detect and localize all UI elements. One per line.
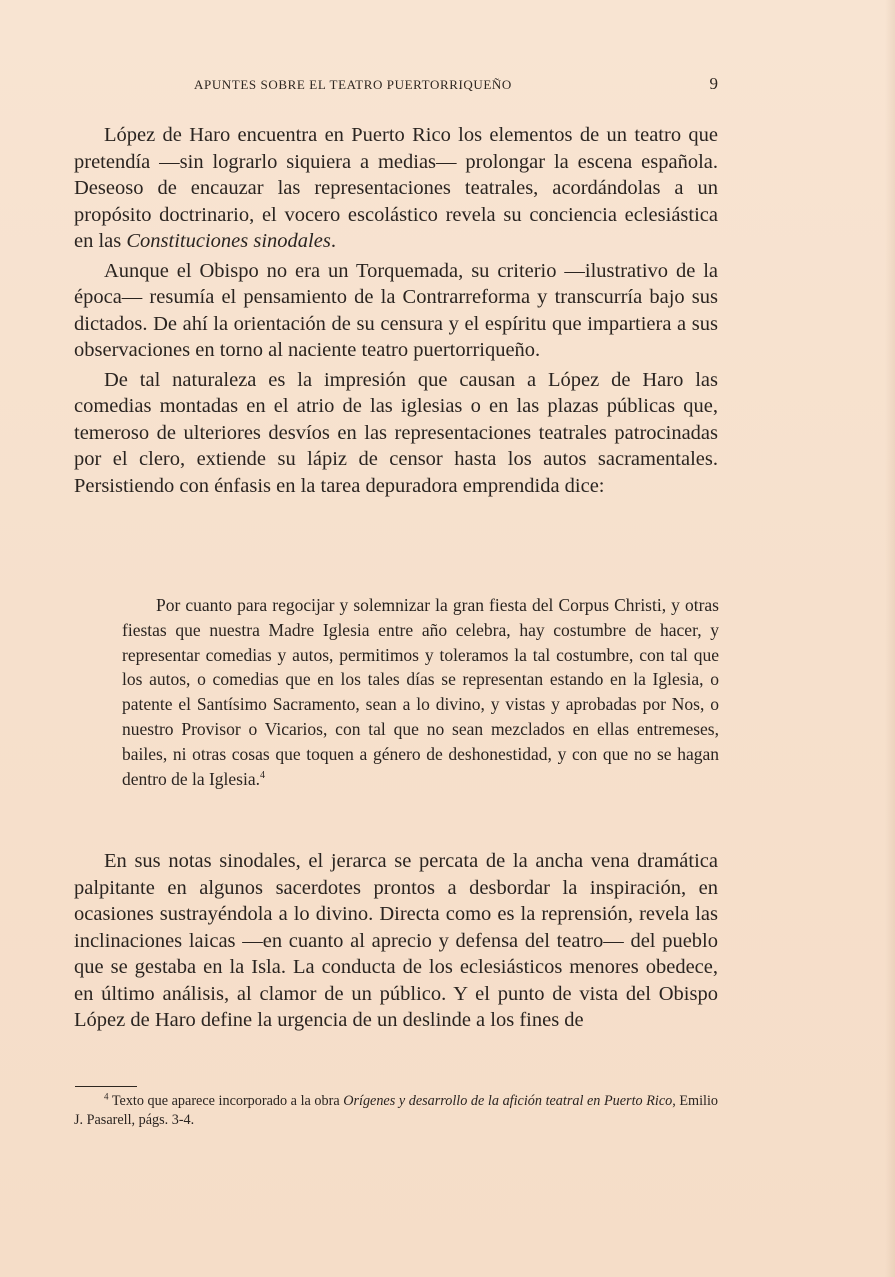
footnote-divider [75,1086,137,1087]
paragraph: Aunque el Obispo no era un Torquemada, su criterio —ilustrativo de la época— resumía el pensamiento de la Contrarreforma y transcurría bajo sus dictados. De ahí la orientación de su censura y el espíritu que impartiera a sus observaciones en torno al naciente teatro puertorriqueño. [74,259,718,361]
footnote-text: Texto que aparece incorporado a la obra [108,1093,344,1109]
block-quote [122,593,719,791]
running-title: APUNTES SOBRE EL TEATRO PUERTORRIQUEÑO [194,77,512,92]
page-header [188,74,718,96]
page-number: 9 [709,74,718,93]
work-title-italic: Constituciones sinodales [126,230,331,252]
footnote [74,1092,718,1129]
quote-text: Por cuanto para regocijar y solemnizar la gran fiesta del Corpus Christi, y otras fiestas que nuestra Madre Iglesia entre año celebra, hay costumbre de hacer, y representar comedias y autos, permitimos y toleramos la tal costumbre, con tal que los autos, o comedias que en los tales días se representan estando en la Iglesia, o patente el Santísimo Sacramento, sean a lo divino, y vistas y aprobadas por Nos, o nuestro Provisor o Vicarios, con tal que no sean mezclados en ellas entremeses, bailes, ni otras cosas que toquen a género de deshonestidad, y con que no se hagan dentro de la Iglesia. [122,595,719,789]
work-title-italic: Orígenes y desarrollo de la afición teatral en Puerto Rico [343,1093,673,1109]
page-edge-shadow [885,0,895,1277]
footnote-text: , Emilio J. Pasarell, págs. 3-4. [74,1093,718,1128]
paragraph-text: . [330,230,336,252]
footnote-marker: 4 [104,1091,109,1102]
paragraph [74,122,718,255]
paragraph-text: López de Haro encuentra en Puerto Rico los elementos de un teatro que pretendía —sin lograrlo siquiera a medias— prolongar la escena española. Deseoso de encauzar las representaciones teatrales, acordándolas a un propósito doctrinario, el vocero escolástico revela su conciencia eclesiástica en las [74,124,718,252]
paragraph: De tal naturaleza es la impresión que causan a López de Haro las comedias montadas en el atrio de las iglesias o en las plazas públicas que, temeroso de ulteriores desvíos en las representaciones teatrales patrocinadas por el clero, extiende su lápiz de censor hasta los autos sacramentales. Persistiendo con énfasis en la tarea depuradora emprendida dice: [74,368,718,497]
main-text-upper [74,122,718,499]
paragraph: En sus notas sinodales, el jerarca se percata de la ancha vena dramática palpitante en algunos sacerdotes prontos a desbordar la inspiración, en ocasiones sustrayéndola a lo divino. Directa como es la reprensión, revela las inclinaciones laicas —en cuanto al aprecio y defensa del teatro— del pueblo que se gestaba en la Isla. La conducta de los eclesiásticos menores obedece, en último análisis, al clamor de un público. Y el punto de vista del Obispo López de Haro define la urgencia de un deslinde a los fines de [74,850,718,1031]
footnote-reference: 4 [260,769,266,781]
